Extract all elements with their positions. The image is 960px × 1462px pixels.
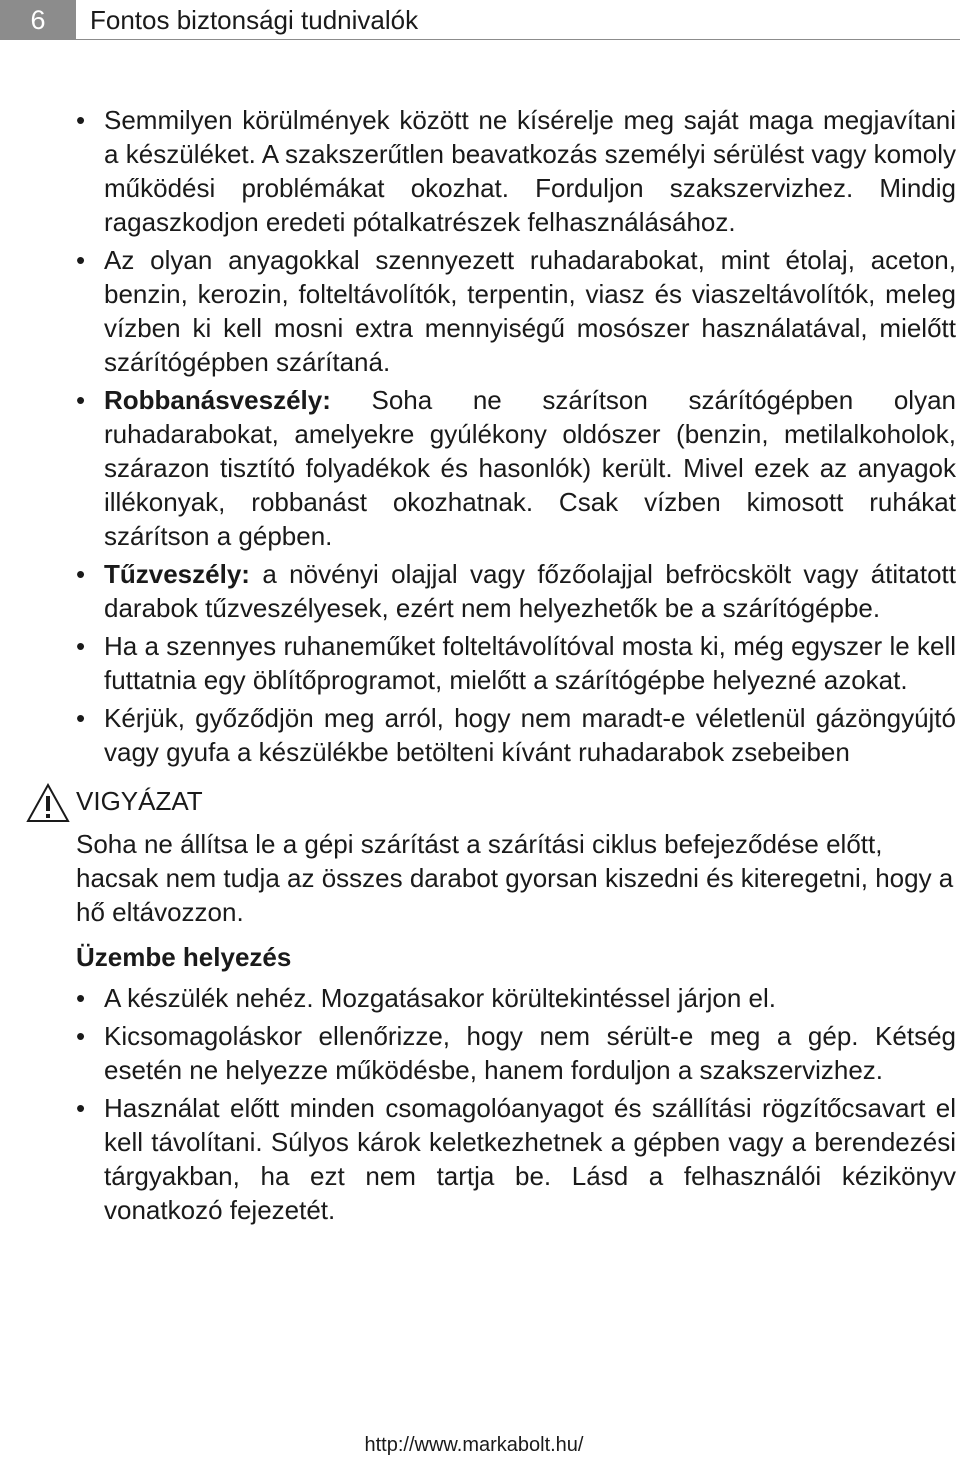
item-text: Használat előtt minden csomagolóanyagot és szállítási rögzítőcsavart el kell távolítani. Súlyos károk keletkezhetnek a gépben vagy a berendezési tárgyakban, ha ezt nem tartja be. Lásd a felhasználói kézikönyv vonatkozó fejezetét. [104, 1093, 956, 1225]
item-text: A készülék nehéz. Mozgatásakor körültekintéssel járjon el. [104, 983, 777, 1013]
page-header [0, 0, 960, 40]
item-text: Ha a szennyes ruhaneműket folteltávolítóval mosta ki, még egyszer le kell futtatnia egy öblítőprogramot, mielőtt a szárítógépbe helyezné azokat. [104, 631, 956, 695]
safety-list [76, 103, 956, 769]
warning-header [76, 781, 956, 821]
list-item: • A készülék nehéz. Mozgatásakor körültekintéssel járjon el. [76, 983, 777, 1013]
section-heading: Üzembe helyezés [76, 942, 292, 972]
item-text: Kérjük, győződjön meg arról, hogy nem maradt-e véletlenül gázöngyújtó vagy gyufa a készülékbe betölteni kívánt ruhadarabok zsebeiben [104, 703, 956, 767]
item-text: Az olyan anyagokkal szennyezett ruhadarabokat, mint étolaj, aceton, benzin, kerozin, folteltávolítók, terpentin, viasz és viaszeltávolítók, meleg vízben ki kell mosni extra mennyiségű mosószer használatával, mielőtt szárítógépben szárítaná. [104, 245, 956, 377]
page-number: 6 [0, 0, 76, 40]
item-bold-label: Robbanásveszély: [104, 385, 331, 415]
list-item: • Semmilyen körülmények között ne kísérelje meg saját maga megjavítani a készüléket. A szakszerűtlen beavatkozás személyi sérülést vagy komoly működési problémákat okozhat. Forduljon szakszervizhez. Mindig ragaszkodjon eredeti pótalkatrészek felhasználásához. [76, 105, 956, 237]
list-item: • Az olyan anyagokkal szennyezett ruhadarabokat, mint étolaj, aceton, benzin, kerozin, folteltávolítók, terpentin, viasz és viaszeltávolítók, meleg vízben ki kell mosni extra mennyiségű mosószer használatával, mielőtt szárítógépben szárítaná. [76, 245, 956, 377]
warning-text: Soha ne állítsa le a gépi szárítást a szárítási ciklus befejeződése előtt, hacsak nem tudja az összes darabot gyorsan kiszedni és kiteregetni, hogy a hő eltávozzon. [76, 829, 954, 927]
list-item: • Robbanásveszély: Soha ne szárítson szárítógépben olyan ruhadarabokat, amelyekre gyúlékony oldószer (benzin, metilalkoholok, szárazon tisztító folyadékok és hasonlók) került. Mivel ezek az anyagok illékonyak, robbanást okozhatnak. Csak vízben kimosott ruhákat szárítson a gépben. [76, 385, 956, 551]
header-divider [76, 39, 960, 40]
item-bold-label: Tűzveszély: [104, 559, 250, 589]
list-item: • Használat előtt minden csomagolóanyagot és szállítási rögzítőcsavart el kell távolítani. Súlyos károk keletkezhetnek a gépben vagy a berendezési tárgyakban, ha ezt nem tartja be. Lásd a felhasználói kézikönyv vonatkozó fejezetét. [76, 1093, 956, 1225]
main-content [76, 103, 956, 1231]
item-text: Kicsomagoláskor ellenőrizze, hogy nem sérült-e meg a gép. Kétség esetén ne helyezze működésbe, hanem forduljon a szakszervizhez. [104, 1021, 956, 1085]
list-item: • Kicsomagoláskor ellenőrizze, hogy nem sérült-e meg a gép. Kétség esetén ne helyezze működésbe, hanem forduljon a szakszervizhez. [76, 1021, 956, 1085]
list-item: • Tűzveszély: a növényi olajjal vagy főzőolajjal befröcskölt vagy átitatott darabok tűzveszélyesek, ezért nem helyezhetők be a szárítógépbe. [76, 559, 956, 623]
list-item: • Ha a szennyes ruhaneműket folteltávolítóval mosta ki, még egyszer le kell futtatnia egy öblítőprogramot, mielőtt a szárítógépbe helyezné azokat. [76, 631, 956, 695]
item-text: Soha ne szárítson szárítógépben olyan ruhadarabokat, amelyekre gyúlékony oldószer (benzin, metilalkoholok, szárazon tisztító folyadékok és hasonlók) került. Mivel ezek az anyagok illékonyak, robbanást okozhatnak. Csak vízben kimosott ruhákat szárítson a gépben. [104, 385, 956, 551]
page-footer [0, 1432, 960, 1458]
item-text: a növényi olajjal vagy főzőolajjal befröcskölt vagy átitatott darabok tűzveszélyesek, ezért nem helyezhetők be a szárítógépbe. [104, 559, 956, 623]
list-item: • Kérjük, győződjön meg arról, hogy nem maradt-e véletlenül gázöngyújtó vagy gyufa a készülékbe betölteni kívánt ruhadarabok zsebeiben [76, 703, 956, 767]
warning-title: VIGYÁZAT [76, 786, 203, 816]
warning-icon [26, 783, 70, 823]
item-text: Semmilyen körülmények között ne kísérelje meg saját maga megjavítani a készüléket. A szakszerűtlen beavatkozás személyi sérülést vagy komoly működési problémákat okozhat. Forduljon szakszervizhez. Mindig ragaszkodjon eredeti pótalkatrészek felhasználásához. [104, 105, 956, 237]
page-title: Fontos biztonsági tudnivalók [90, 5, 419, 35]
installation-list [76, 981, 956, 1227]
footer-url[interactable]: http://www.markabolt.hu/ [364, 1434, 584, 1456]
